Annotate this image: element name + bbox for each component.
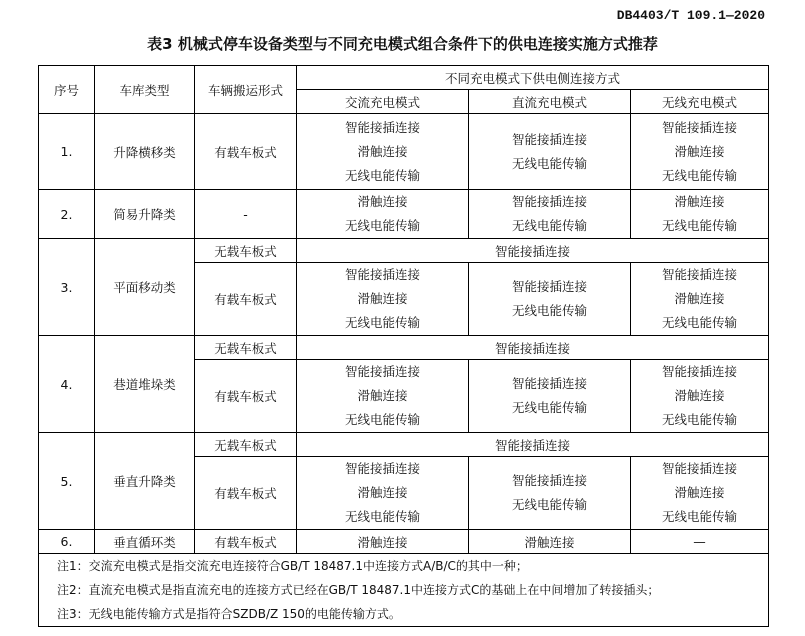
cell-wireless: 智能接插连接 滑触连接 无线电能传输	[631, 114, 769, 190]
row-no: 3.	[39, 239, 95, 336]
document-number: DB4403/T 109.1—2020	[616, 8, 765, 23]
cell-wireless: 智能接插连接 滑触连接 无线电能传输	[631, 360, 769, 433]
cell-ac: 智能接插连接 滑触连接 无线电能传输	[297, 114, 469, 190]
header-garage-type: 车库类型	[95, 66, 195, 114]
note-3: 注3：无线电能传输方式是指符合SZDB/Z 150的电能传输方式。	[57, 607, 401, 621]
note-1: 注1：交流充电模式是指交流充电连接符合GB/T 18487.1中连接方式A/B/C的其中一种；	[57, 559, 528, 573]
cell-dc: 智能接插连接 无线电能传输	[469, 360, 631, 433]
header-dc: 直流充电模式	[469, 90, 631, 114]
row-garage-type: 升降横移类	[95, 114, 195, 190]
row-carrier: -	[195, 190, 297, 239]
row-carrier-alt: 无载车板式	[195, 433, 297, 457]
row-garage-type: 平面移动类	[95, 239, 195, 336]
recommendation-table	[38, 65, 769, 627]
cell-ac: 滑触连接	[297, 530, 469, 554]
cell-dc: 智能接插连接 无线电能传输	[469, 190, 631, 239]
cell-ac: 智能接插连接 滑触连接 无线电能传输	[297, 263, 469, 336]
row-no: 5.	[39, 433, 95, 530]
cell-wireless: 智能接插连接 滑触连接 无线电能传输	[631, 457, 769, 530]
cell-dc: 智能接插连接 无线电能传输	[469, 114, 631, 190]
cell-span-connection: 智能接插连接	[297, 336, 769, 360]
cell-ac: 智能接插连接 滑触连接 无线电能传输	[297, 457, 469, 530]
row-no: 1.	[39, 114, 95, 190]
header-no: 序号	[39, 66, 95, 114]
row-garage-type: 垂直升降类	[95, 433, 195, 530]
cell-span-connection: 智能接插连接	[297, 239, 769, 263]
row-carrier: 有载车板式	[195, 457, 297, 530]
cell-dc: 智能接插连接 无线电能传输	[469, 263, 631, 336]
row-carrier-alt: 无载车板式	[195, 239, 297, 263]
header-ac: 交流充电模式	[297, 90, 469, 114]
row-carrier: 有载车板式	[195, 530, 297, 554]
row-carrier: 有载车板式	[195, 114, 297, 190]
row-no: 6.	[39, 530, 95, 554]
header-group: 不同充电模式下供电侧连接方式	[297, 66, 769, 90]
header-carrier: 车辆搬运形式	[195, 66, 297, 114]
row-no: 2.	[39, 190, 95, 239]
cell-dc: 滑触连接	[469, 530, 631, 554]
row-carrier: 有载车板式	[195, 263, 297, 336]
row-garage-type: 巷道堆垛类	[95, 336, 195, 433]
row-carrier-alt: 无载车板式	[195, 336, 297, 360]
row-no: 4.	[39, 336, 95, 433]
table-title: 表3 机械式停车设备类型与不同充电模式组合条件下的供电连接实施方式推荐	[147, 35, 658, 53]
row-carrier: 有载车板式	[195, 360, 297, 433]
cell-wireless: 滑触连接 无线电能传输	[631, 190, 769, 239]
row-garage-type: 垂直循环类	[95, 530, 195, 554]
cell-wireless: —	[631, 530, 769, 554]
cell-ac: 滑触连接 无线电能传输	[297, 190, 469, 239]
cell-dc: 智能接插连接 无线电能传输	[469, 457, 631, 530]
cell-ac: 智能接插连接 滑触连接 无线电能传输	[297, 360, 469, 433]
table-notes	[39, 554, 769, 627]
header-wireless: 无线充电模式	[631, 90, 769, 114]
note-2: 注2：直流充电模式是指直流充电的连接方式已经在GB/T 18487.1中连接方式C的基础上在中间增加了转接插头；	[57, 583, 660, 597]
cell-span-connection: 智能接插连接	[297, 433, 769, 457]
row-garage-type: 简易升降类	[95, 190, 195, 239]
cell-wireless: 智能接插连接 滑触连接 无线电能传输	[631, 263, 769, 336]
